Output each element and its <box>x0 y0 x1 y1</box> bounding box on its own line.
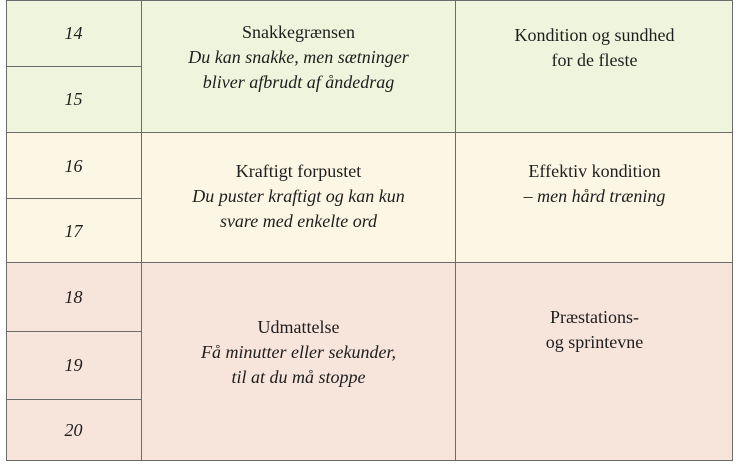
scale-number-15: 15 <box>64 89 83 109</box>
effect-cell <box>456 0 733 133</box>
exertion-scale-table <box>6 0 733 461</box>
effect-cell <box>456 263 733 461</box>
description-cell <box>141 0 456 133</box>
description-subtitle: Du kan snakke, men sætninger bliver afbrudt af åndedrag <box>188 47 409 92</box>
description-subtitle: Få minutter eller sekunder, til at du må stoppe <box>201 341 396 387</box>
scale-number-17: 17 <box>64 220 83 241</box>
row-divider <box>6 331 141 332</box>
description-cell <box>141 263 456 461</box>
row-group-udmattelse <box>6 263 733 461</box>
scale-number-20: 20 <box>64 419 83 440</box>
table-border-bottom <box>6 460 733 461</box>
scale-number-18: 18 <box>64 286 83 307</box>
table-border-left <box>6 0 7 461</box>
scale-number-14: 14 <box>64 22 83 43</box>
description-title: Kraftigt forpustet <box>235 160 362 181</box>
effect-cell <box>456 133 733 263</box>
effect-subtitle: – men hård træning <box>523 186 666 206</box>
table-border-right <box>732 0 733 461</box>
effect-title: Effektiv kondition <box>528 161 661 181</box>
description-title: Snakkegrænsen <box>242 22 355 42</box>
group-divider <box>6 132 733 133</box>
row-divider <box>6 198 141 199</box>
description-cell <box>141 133 456 263</box>
row-divider <box>6 66 141 67</box>
effect-title: Kondition og sundhed for de fleste <box>514 24 675 70</box>
description-subtitle: Du puster kraftigt og kan kun svare med enkelte ord <box>192 185 405 231</box>
table-border-top <box>6 0 733 1</box>
effect-title: Præstations- og sprintevne <box>545 307 644 352</box>
scale-number-19: 19 <box>64 354 83 375</box>
row-divider <box>6 399 141 400</box>
scale-number-16: 16 <box>64 155 83 176</box>
description-title: Udmattelse <box>257 316 340 337</box>
column-divider <box>455 0 456 461</box>
column-divider <box>141 0 142 461</box>
group-divider <box>6 262 733 263</box>
